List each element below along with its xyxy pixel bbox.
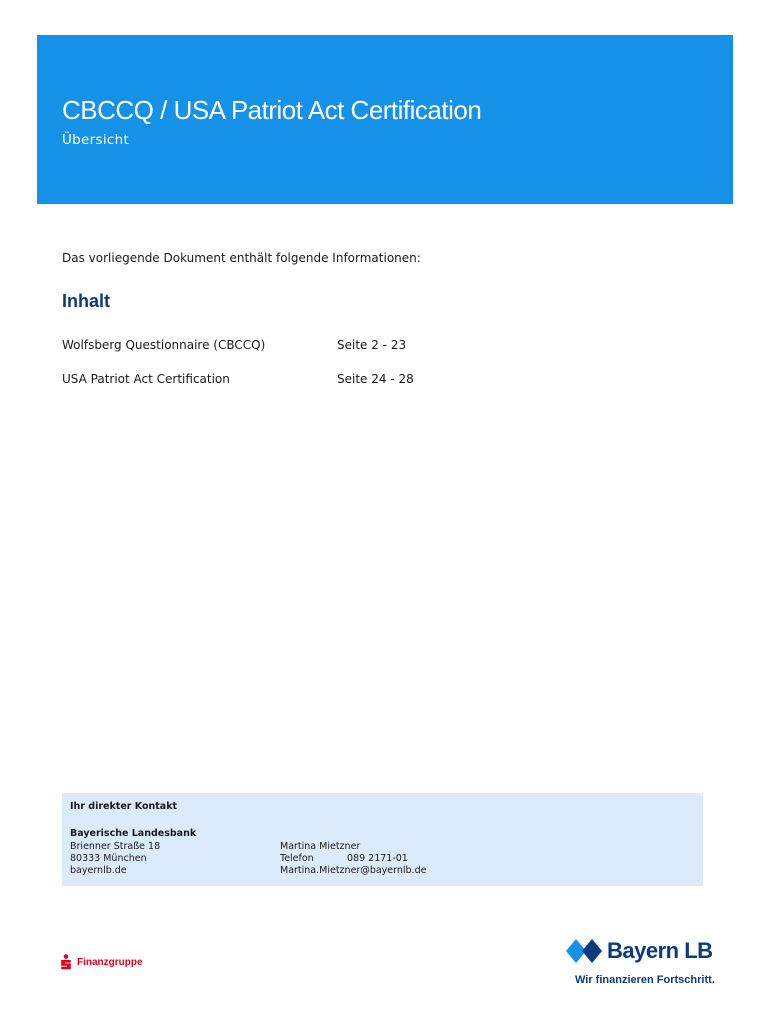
bayernlb-logo xyxy=(566,937,715,992)
bayernlb-logo-icon xyxy=(566,937,604,965)
tagline: Wir finanzieren Fortschritt. xyxy=(575,974,715,986)
finanzgruppe-label: Finanzgruppe xyxy=(77,956,143,968)
toc-item-label: Wolfsberg Questionnaire (CBCCQ) xyxy=(62,338,266,352)
contact-email: Martina.Mietzner@bayernlb.de xyxy=(280,865,427,876)
contact-website: bayernlb.de xyxy=(70,865,127,876)
finanzgruppe-brand xyxy=(60,954,143,970)
document-subtitle: Übersicht xyxy=(62,132,130,148)
contents-heading: Inhalt xyxy=(62,291,110,311)
contact-city: 80333 München xyxy=(70,853,147,864)
contact-phone-label: Telefon xyxy=(280,853,314,864)
intro-text: Das vorliegende Dokument enthält folgende Informationen: xyxy=(62,251,421,265)
contact-street: Brienner Straße 18 xyxy=(70,841,161,852)
contact-heading: Ihr direkter Kontakt xyxy=(70,801,178,812)
contact-box xyxy=(62,793,703,886)
contact-bank-name: Bayerische Landesbank xyxy=(70,828,197,839)
document-title: CBCCQ / USA Patriot Act Certification xyxy=(62,95,482,125)
toc-item-pages: Seite 2 - 23 xyxy=(337,338,407,352)
contact-person: Martina Mietzner xyxy=(280,841,361,852)
contact-phone-value: 089 2171-01 xyxy=(347,853,408,864)
title-banner xyxy=(37,35,733,204)
toc-item-label: USA Patriot Act Certification xyxy=(62,372,230,386)
bayernlb-wordmark: Bayern LB xyxy=(607,938,713,963)
toc-item-pages: Seite 24 - 28 xyxy=(337,372,414,386)
sparkasse-icon xyxy=(60,954,72,970)
